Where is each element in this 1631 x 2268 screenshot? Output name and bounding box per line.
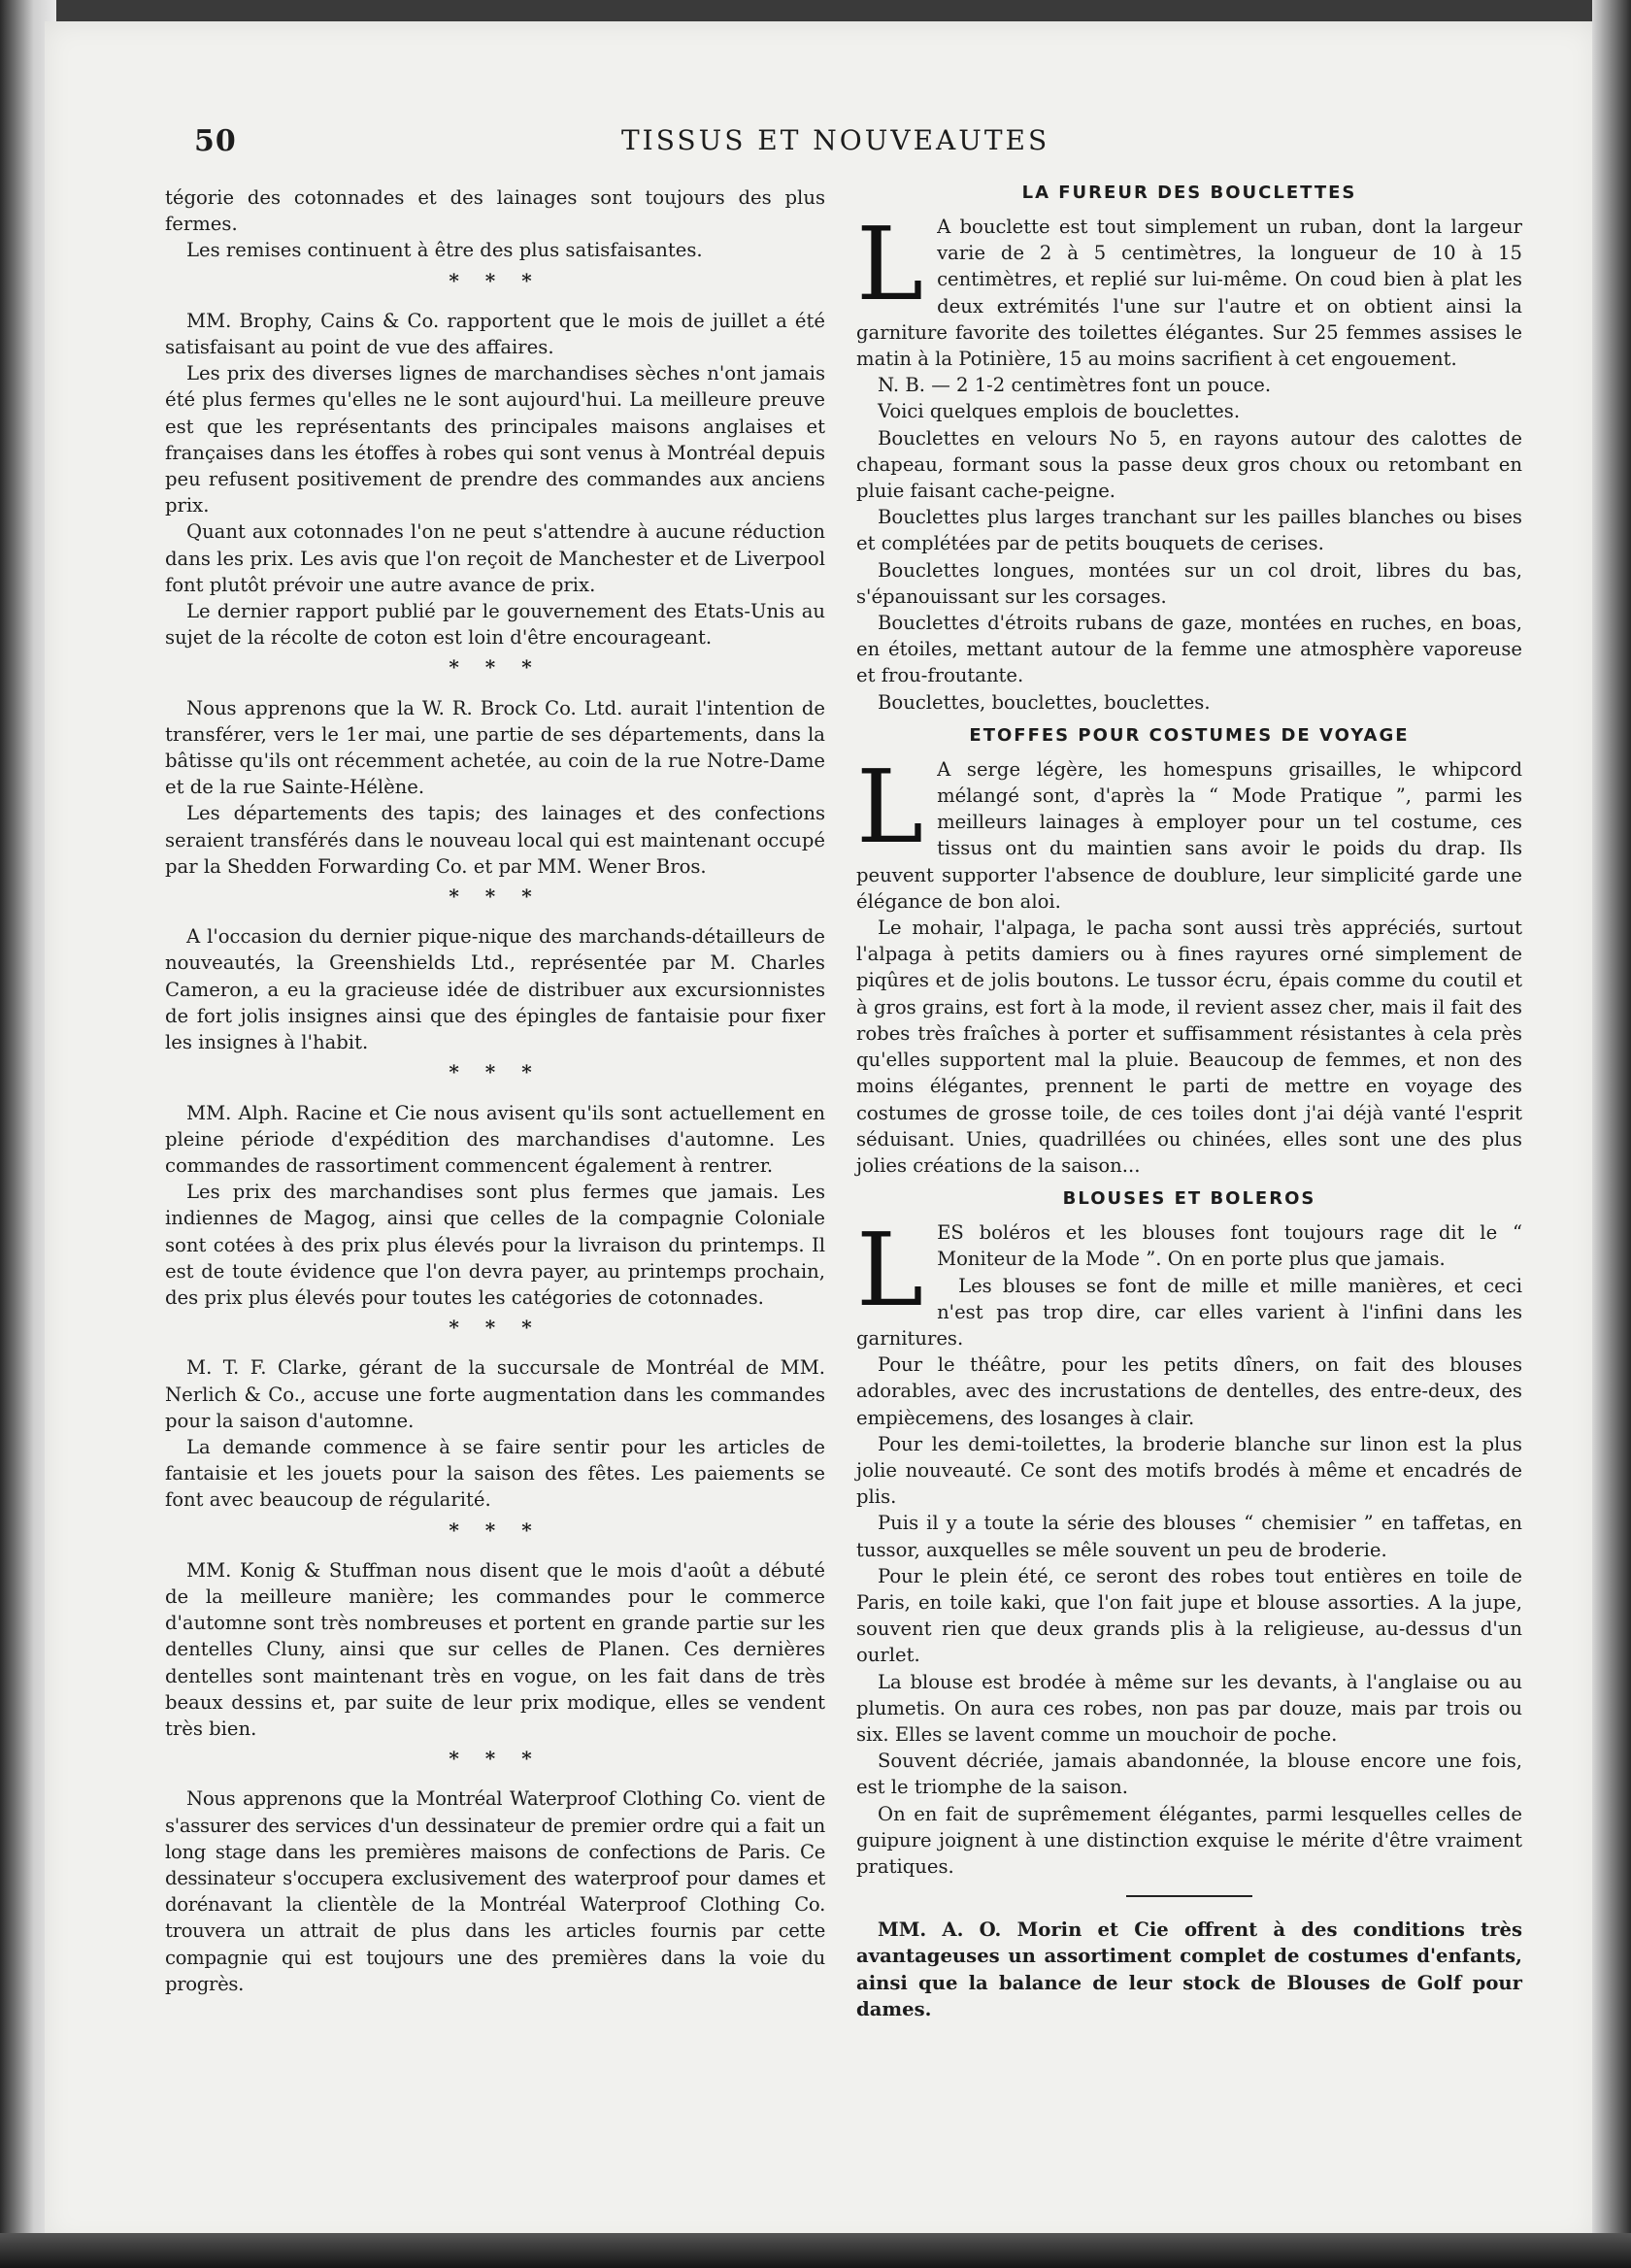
paragraph: La demande commence à se faire sentir pour les articles de fantaisie et les jouets pour la saison des fêtes. Les paiements se font avec beaucoup de régularité. bbox=[165, 1435, 825, 1512]
drop-cap: L bbox=[856, 747, 924, 866]
paragraph: Souvent décriée, jamais abandonnée, la blouse encore une fois, est le triomphe de la saison. bbox=[856, 1750, 1522, 1799]
paragraph-text: ES boléros et les blouses font toujours rage dit le “ Moniteur de la Mode ”. On en porte plus que jamais. bbox=[937, 1221, 1522, 1271]
paragraph-text: A bouclette est tout simplement un ruban, dont la largeur varie de 2 à 5 centimètres, la longueur de 10 à 15 centimètres, et replié sur lui-même. On coud bien à plat les deux extrémités l'une sur l'autre et on obtient ainsi la garniture favorite des toilettes élégantes. Sur 25 femmes assises le matin à la Potinière, 15 au moins sacrifient à cet engouement. bbox=[856, 216, 1522, 371]
paragraph: Pour les demi-toilettes, la broderie blanche sur linon est la plus jolie nouveauté. Ce sont des motifs brodés à même et encadrés de plis. bbox=[856, 1432, 1522, 1509]
page-number: 50 bbox=[194, 124, 237, 158]
paragraph: On en fait de suprêmement élégantes, parmi lesquelles celles de guipure joignent à une distinction exquise le mérite d'être vraiment pratiques. bbox=[856, 1802, 1522, 1878]
section-divider-stars: * * * bbox=[449, 1316, 542, 1340]
paragraph: Bouclettes en velours No 5, en rayons autour des calottes de chapeau, formant sous la passe deux gros choux ou retombant en pluie faisant cache-peigne. bbox=[856, 426, 1522, 503]
paragraph: Pour le plein été, ce seront des robes tout entières en toile de Paris, en toile kaki, que l'on fait jupe et blouse assorties. A la jupe, souvent rien que deux grands plis à la religieuse, au-dessus d'un ourlet. bbox=[856, 1564, 1522, 1667]
paragraph: Bouclettes d'étroits rubans de gaze, montées en ruches, en boas, en étoiles, mettant autour de la femme une atmosphère vaporeuse et frou-froutante. bbox=[856, 612, 1522, 687]
section-divider-stars: * * * bbox=[449, 884, 542, 909]
paragraph: Les prix des diverses lignes de marchandises sèches n'ont jamais été plus fermes qu'elles ne le sont aujourd'hui. La meilleure preuve est que les représentants des principales maisons anglaises et françaises dans les étoffes à robes qui sont venus à Montréal depuis peu refusent positivement de prendre des commandes aux anciens prix. bbox=[165, 362, 825, 517]
right-column bbox=[856, 181, 1522, 2022]
paragraph: MM. Brophy, Cains & Co. rapportent que le mois de juillet a été satisfaisant au point de vue des affaires. bbox=[165, 309, 825, 359]
page-edge bbox=[1592, 0, 1631, 2268]
paragraph-with-dropcap bbox=[856, 205, 1522, 372]
paragraph: MM. Konig & Stuffman nous disent que le mois d'août a débuté de la meilleure manière; les commandes pour le commerce d'automne sont très nombreuses et portent en grande partie sur les dentelles Cluny, ainsi que sur celles de Planen. Ces dernières dentelles sont maintenant très en vogue, on les fait dans de très beaux dessins et, par suite de leur prix modique, elles se vendent très bien. bbox=[165, 1558, 825, 1740]
section-divider-stars: * * * bbox=[449, 1747, 542, 1771]
drop-cap: L bbox=[856, 205, 924, 323]
paragraph: Bouclettes, bouclettes, bouclettes. bbox=[878, 690, 1211, 714]
paragraph: Bouclettes longues, montées sur un col droit, libres du bas, s'épanouissant sur les corsages. bbox=[856, 558, 1522, 608]
section-divider-stars: * * * bbox=[449, 655, 542, 680]
separator-rule bbox=[1126, 1895, 1252, 1897]
paragraph: A l'occasion du dernier pique-nique des marchands-détailleurs de nouveautés, la Greenshields Ltd., représentée par M. Charles Cameron, a eu la gracieuse idée de distribuer aux excursionnistes de fort jolis insignes ainsi que des épingles de fantaisie pour fixer les insignes à l'habit. bbox=[165, 925, 825, 1054]
paragraph: Le mohair, l'alpaga, le pacha sont aussi très appréciés, surtout l'alpaga à petits damiers ou à fines rayures orné simplement de piqûres et de jolis boutons. Le tussor écru, épais comme du coutil et à gros grains, est fort à la mode, il revient assez cher, mais il fait des robes très fraîches à porter et suffisamment résistantes à cela près qu'elles supportent mal la pluie. Beaucoup de femmes, et non des moins élégantes, prennent le parti de mettre en voyage des costumes de grosse toile, de ces toiles dont j'ai déjà vanté l'esprit séduisant. Unies, quadrillées ou chinées, elles sont une des plus jolies créations de la saison... bbox=[856, 917, 1522, 1177]
left-column bbox=[165, 184, 825, 1997]
paragraph: La blouse est brodée à même sur les devants, à l'anglaise ou au plumetis. On aura ces robes, non pas par douze, mais par trois ou six. Elles se lavent comme un mouchoir de poche. bbox=[856, 1670, 1522, 1746]
paragraph: Nous apprenons que la Montréal Waterproof Clothing Co. vient de s'assurer des services d'un dessinateur de premier ordre qui a fait un long stage dans les premières maisons de confections de Paris. Ce dessinateur s'occupera exclusivement des waterproof pour dames et dorénavant la clientèle de la Montréal Waterproof Clothing Co. trouvera un attrait de plus dans les articles fournis par cette compagnie qui est toujours une des premières dans la voie du progrès. bbox=[165, 1787, 825, 1995]
section-divider-stars: * * * bbox=[449, 1518, 542, 1542]
paragraph: Le dernier rapport publié par le gouvernement des Etats-Unis au sujet de la récolte de coton est loin d'être encourageant. bbox=[165, 600, 825, 650]
paragraph: Les blouses se font de mille et mille manières, et ceci n'est pas trop dire, car elles varient à l'infini dans les garnitures. bbox=[856, 1274, 1522, 1350]
paragraph: Les prix des marchandises sont plus fermes que jamais. Les indiennes de Magog, ainsi que celles de la compagnie Coloniale sont cotées à des prix plus élevés pour la livraison du printemps. Il est de toute évidence que l'on devra payer, au printemps prochain, des prix plus élevés pour toutes les catégories de cotonnades. bbox=[165, 1181, 825, 1309]
section-title: BLOUSES ET BOLEROS bbox=[1062, 1188, 1316, 1210]
paragraph: Voici quelques emplois de bouclettes. bbox=[878, 400, 1241, 423]
section-title: LA FUREUR DES BOUCLETTES bbox=[1021, 183, 1357, 203]
running-title: TISSUS ET NOUVEAUTES bbox=[621, 124, 1050, 156]
paragraph: MM. Alph. Racine et Cie nous avisent qu'ils sont actuellement en pleine période d'expédition des marchandises d'automne. Les commandes de rassortiment commencent également à rentrer. bbox=[165, 1101, 825, 1177]
paragraph-with-dropcap bbox=[856, 747, 1522, 915]
paragraph: Pour le théâtre, pour les petits dîners, on fait des blouses adorables, avec des incrustations de dentelles, des entre-deux, des empiècemens, des losanges à clair. bbox=[856, 1353, 1522, 1429]
paragraph: Les départements des tapis; des lainages et des confections seraient transférés dans le nouveau local qui est maintenant occupé par la Shedden Forwarding Co. et par MM. Wener Bros. bbox=[165, 802, 825, 878]
section-title: ETOFFES POUR COSTUMES DE VOYAGE bbox=[969, 724, 1410, 746]
drop-cap: L bbox=[856, 1211, 924, 1330]
paragraph: Puis il y a toute la série des blouses “ chemisier ” en taffetas, en tussor, auxquelles se mêle souvent un peu de broderie. bbox=[856, 1512, 1522, 1561]
paragraph: N. B. — 2 1-2 centimètres font un pouce. bbox=[878, 374, 1272, 397]
paragraph: Nous apprenons que la W. R. Brock Co. Ltd. aurait l'intention de transférer, vers le 1er mai, une partie de ses départements, dans la bâtisse qu'ils ont récemment achetée, au coin de la rue Notre-Dame et de la rue Sainte-Hélène. bbox=[165, 696, 825, 799]
page-header bbox=[194, 124, 1534, 163]
paragraph: Quant aux cotonnades l'on ne peut s'attendre à aucune réduction dans les prix. Les avis que l'on reçoit de Manchester et de Liverpool font plutôt prévoir une autre avance de prix. bbox=[165, 520, 825, 596]
paragraph: tégorie des cotonnades et des lainages sont toujours des plus fermes. bbox=[165, 186, 825, 236]
advertisement-notice: MM. A. O. Morin et Cie offrent à des conditions très avantageuses un assortiment complet de costumes d'enfants, ainsi que la balance de leur stock de Blouses de Golf pour dames. bbox=[856, 1918, 1522, 2020]
scan-bottom-edge bbox=[0, 2233, 1631, 2268]
section-divider-stars: * * * bbox=[449, 1060, 542, 1084]
paragraph: Les remises continuent à être des plus satisfaisantes. bbox=[186, 239, 703, 262]
paragraph: Bouclettes plus larges tranchant sur les pailles blanches ou bises et complétées par de petits bouquets de cerises. bbox=[856, 506, 1522, 555]
paragraph-text: A serge légère, les homespuns grisailles, le whipcord mélangé sont, d'après la “ Mode Pratique ”, parmi les meilleurs lainages à employer pour un tel costume, ces tissus ont du maintien sans avoir le poids du drap. Ils peuvent supporter l'absence de doublure, leur simplicité garde une élégance de bon aloi. bbox=[856, 757, 1522, 913]
section-divider-stars: * * * bbox=[449, 268, 542, 292]
paragraph: M. T. F. Clarke, gérant de la succursale de Montréal de MM. Nerlich & Co., accuse une forte augmentation dans les commandes pour la saison d'automne. bbox=[165, 1356, 825, 1432]
